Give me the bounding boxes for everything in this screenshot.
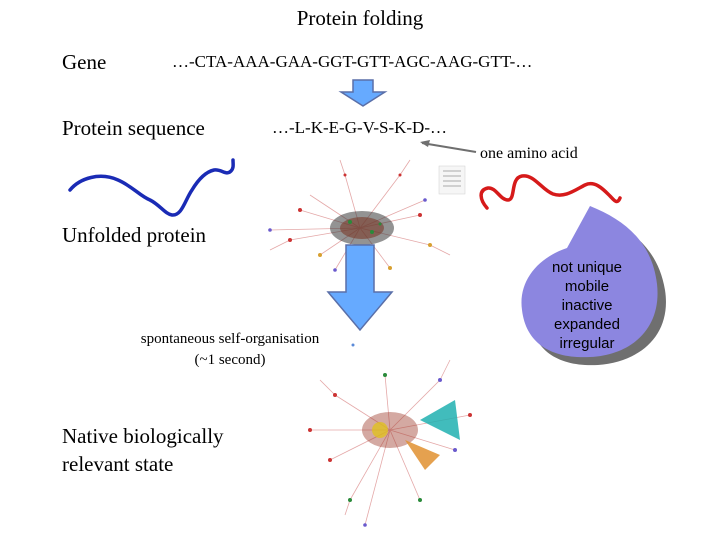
folding-process-caption (110, 329, 350, 371)
property-item: not unique (551, 259, 623, 276)
property-item: mobile (564, 278, 610, 295)
amino-acid-pointer (420, 140, 476, 152)
unfolded-properties-list (546, 258, 628, 353)
native-line-1: Native biologically (62, 424, 224, 448)
property-item: expanded (554, 316, 620, 333)
translation-arrow (341, 80, 385, 106)
amino-acid-sequence: …-L-K-E-G-V-S-K-D-… (272, 118, 447, 137)
page-title: Protein folding (296, 6, 424, 30)
process-line-1: spontaneous self-organisation (140, 331, 320, 347)
red-unfolded-chain (481, 176, 620, 208)
property-item: inactive (561, 297, 613, 314)
legend-swatch (439, 166, 465, 194)
amino-acid-annotation: one amino acid (480, 145, 578, 162)
gene-label: Gene (62, 50, 107, 74)
process-line-2: (~1 second) (194, 352, 266, 368)
protein-sequence-label: Protein sequence (62, 116, 205, 140)
native-line-2: relevant state (62, 452, 174, 476)
dna-sequence: …-CTA-AAA-GAA-GGT-GTT-AGC-AAG-GTT-… (172, 52, 533, 71)
blue-unfolded-chain (70, 160, 233, 215)
unfolded-protein-label: Unfolded protein (62, 223, 207, 247)
property-item: irregular (559, 335, 615, 352)
native-state-label (62, 422, 282, 478)
